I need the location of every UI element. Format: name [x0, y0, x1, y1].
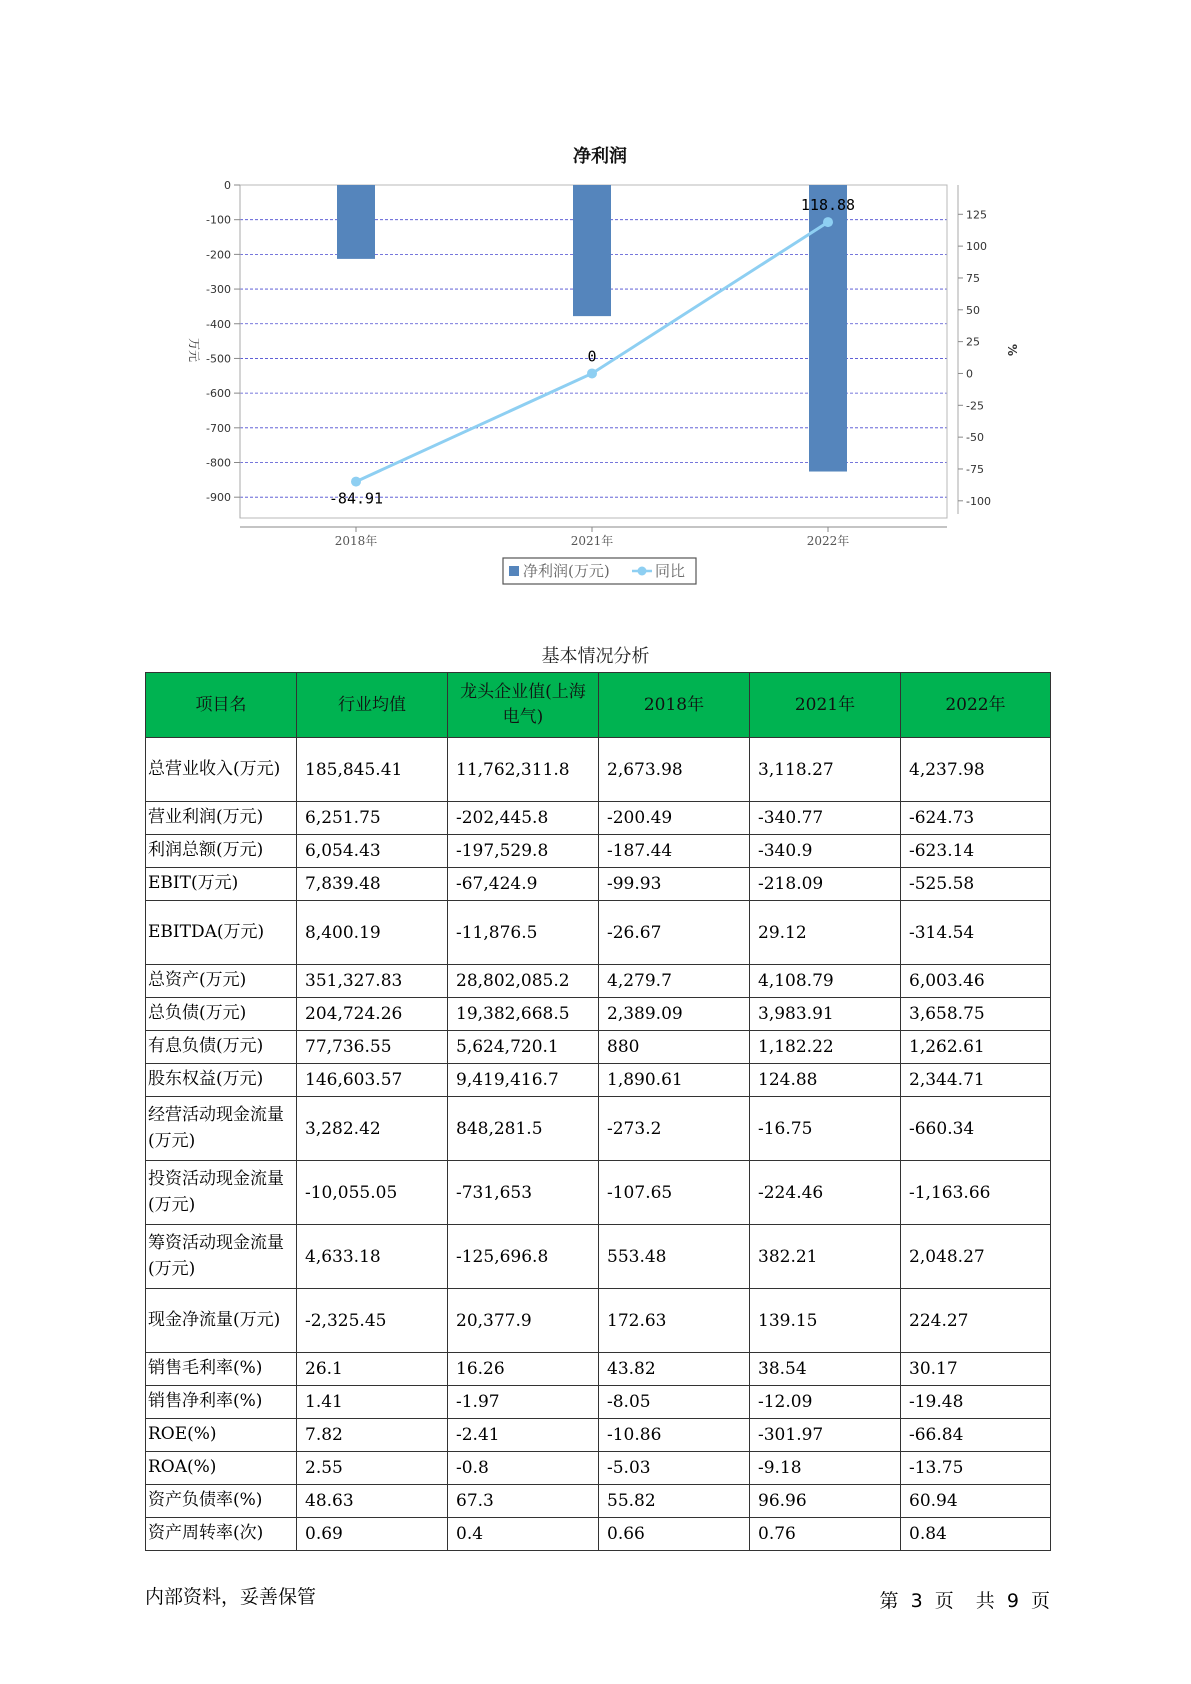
table-title: 基本情况分析 — [541, 646, 650, 667]
table-cell: -301.97 — [750, 1419, 901, 1452]
table-cell: 9,419,416.7 — [448, 1064, 599, 1097]
table-cell: 224.27 — [901, 1289, 1051, 1353]
table-cell: 3,118.27 — [750, 738, 901, 802]
table-cell: 4,633.18 — [297, 1225, 448, 1289]
table-cell: -10,055.05 — [297, 1161, 448, 1225]
right-tick-label: 50 — [966, 303, 980, 317]
table-cell: -66.84 — [901, 1419, 1051, 1452]
table-cell: -2.41 — [448, 1419, 599, 1452]
table-cell: 11,762,311.8 — [448, 738, 599, 802]
table-cell: -13.75 — [901, 1452, 1051, 1485]
row-label-cell: 营业利润(万元) — [146, 802, 297, 835]
table-row — [146, 1289, 1051, 1353]
row-label-cell: EBITDA(万元) — [146, 901, 297, 965]
table-cell: 185,845.41 — [297, 738, 448, 802]
table-cell: 382.21 — [750, 1225, 901, 1289]
left-tick-label: -800 — [206, 456, 231, 470]
table-cell: -273.2 — [599, 1097, 750, 1161]
data-label-2: 118.88 — [800, 196, 856, 215]
chart-legend — [503, 558, 696, 584]
row-label-cell: 销售净利率(%) — [146, 1386, 297, 1419]
left-tick-label: 0 — [224, 179, 231, 192]
bar-0 — [337, 185, 375, 259]
legend-bar-swatch — [509, 566, 519, 576]
right-axis-ticks — [958, 208, 991, 508]
table-cell: 0.66 — [599, 1518, 750, 1551]
table-cell: 124.88 — [750, 1064, 901, 1097]
table-cell: 351,327.83 — [297, 965, 448, 998]
table-cell: 48.63 — [297, 1485, 448, 1518]
chart-title: 净利润 — [573, 146, 627, 167]
table-cell: 0.4 — [448, 1518, 599, 1551]
table-cell: 0.69 — [297, 1518, 448, 1551]
table-cell: 60.94 — [901, 1485, 1051, 1518]
table-cell: -2,325.45 — [297, 1289, 448, 1353]
table-cell: 30.17 — [901, 1353, 1051, 1386]
right-tick-label: 0 — [966, 367, 973, 381]
right-tick-label: -25 — [966, 399, 984, 413]
table-cell: 2.55 — [297, 1452, 448, 1485]
line-point-2 — [823, 217, 833, 227]
table-row — [146, 1161, 1051, 1225]
table-row — [146, 998, 1051, 1031]
table-cell: -202,445.8 — [448, 802, 599, 835]
legend-line-label: 同比 — [655, 562, 686, 580]
x-category-label: 2021年 — [570, 534, 614, 548]
row-label-cell: EBIT(万元) — [146, 868, 297, 901]
left-tick-label: -700 — [206, 421, 231, 435]
table-cell: 2,389.09 — [599, 998, 750, 1031]
row-label-cell: 销售毛利率(%) — [146, 1353, 297, 1386]
table-header-cell: 2021年 — [750, 673, 901, 738]
table-cell: -16.75 — [750, 1097, 901, 1161]
table-row — [146, 965, 1051, 998]
table-cell: -67,424.9 — [448, 868, 599, 901]
table-cell: -11,876.5 — [448, 901, 599, 965]
table-row — [146, 1452, 1051, 1485]
table-cell: 172.63 — [599, 1289, 750, 1353]
line-point-1 — [587, 368, 597, 378]
page-current: 3 — [910, 1590, 923, 1612]
legend-line-marker — [638, 567, 647, 576]
right-axis-title: % — [1005, 343, 1019, 357]
table-cell: -26.67 — [599, 901, 750, 965]
table-row — [146, 868, 1051, 901]
table-cell: 7.82 — [297, 1419, 448, 1452]
table-cell: 553.48 — [599, 1225, 750, 1289]
table-body — [146, 738, 1051, 1551]
x-category-label: 2018年 — [334, 534, 378, 548]
table-cell: 77,736.55 — [297, 1031, 448, 1064]
table-cell: 28,802,085.2 — [448, 965, 599, 998]
right-tick-label: 75 — [966, 271, 980, 285]
row-label-cell: 总资产(万元) — [146, 965, 297, 998]
footer-page-number — [874, 1586, 1050, 1613]
total-unit: 页 — [1030, 1590, 1050, 1612]
table-cell: 848,281.5 — [448, 1097, 599, 1161]
table-cell: 2,344.71 — [901, 1064, 1051, 1097]
row-label-cell: 资产周转率(次) — [146, 1518, 297, 1551]
table-cell: 3,658.75 — [901, 998, 1051, 1031]
table-cell: -340.9 — [750, 835, 901, 868]
table-cell: 29.12 — [750, 901, 901, 965]
table-cell: 67.3 — [448, 1485, 599, 1518]
left-tick-label: -900 — [206, 491, 231, 505]
legend-bar-label: 净利润(万元) — [523, 562, 610, 580]
table-cell: -12.09 — [750, 1386, 901, 1419]
row-label-cell: 总营业收入(万元) — [146, 738, 297, 802]
table-cell: -624.73 — [901, 802, 1051, 835]
bar-1 — [573, 185, 611, 316]
left-tick-label: -400 — [206, 317, 231, 331]
left-tick-label: -100 — [206, 213, 231, 227]
x-category-label: 2022年 — [806, 534, 850, 548]
line-point-0 — [351, 477, 361, 487]
bar-2 — [809, 185, 847, 472]
table-cell: -5.03 — [599, 1452, 750, 1485]
table-row — [146, 1097, 1051, 1161]
table-cell: 0.76 — [750, 1518, 901, 1551]
row-label-cell: 现金净流量(万元) — [146, 1289, 297, 1353]
left-tick-label: -600 — [206, 387, 231, 401]
table-cell: 146,603.57 — [297, 1064, 448, 1097]
table-row — [146, 1225, 1051, 1289]
table-header-cell: 2022年 — [901, 673, 1051, 738]
right-tick-label: -50 — [966, 431, 984, 445]
table-cell: 6,054.43 — [297, 835, 448, 868]
table-cell: 3,983.91 — [750, 998, 901, 1031]
table-cell: 2,048.27 — [901, 1225, 1051, 1289]
table-row — [146, 835, 1051, 868]
table-cell: -525.58 — [901, 868, 1051, 901]
data-label-1: 0 — [587, 347, 597, 366]
table-row — [146, 1353, 1051, 1386]
table-cell: -125,696.8 — [448, 1225, 599, 1289]
table-cell: 4,108.79 — [750, 965, 901, 998]
table-cell: 20,377.9 — [448, 1289, 599, 1353]
left-axis-ticks — [206, 179, 240, 504]
right-tick-label: 100 — [966, 240, 987, 254]
table-cell: -197,529.8 — [448, 835, 599, 868]
table-cell: 2,673.98 — [599, 738, 750, 802]
right-tick-label: -75 — [966, 462, 984, 476]
row-label-cell: 有息负债(万元) — [146, 1031, 297, 1064]
table-cell: -1,163.66 — [901, 1161, 1051, 1225]
table-header-cell: 行业均值 — [297, 673, 448, 738]
table-cell: 4,237.98 — [901, 738, 1051, 802]
table-cell: -9.18 — [750, 1452, 901, 1485]
page-prefix: 第 — [879, 1590, 899, 1612]
table-cell: 1,890.61 — [599, 1064, 750, 1097]
table-cell: 1,182.22 — [750, 1031, 901, 1064]
table-cell: 43.82 — [599, 1353, 750, 1386]
table-cell: 8,400.19 — [297, 901, 448, 965]
row-label-cell: 投资活动现金流量(万元) — [146, 1161, 297, 1225]
table-cell: 1,262.61 — [901, 1031, 1051, 1064]
net-profit-chart — [0, 0, 1191, 600]
table-cell: -107.65 — [599, 1161, 750, 1225]
table-cell: 880 — [599, 1031, 750, 1064]
table-cell: 3,282.42 — [297, 1097, 448, 1161]
table-cell: -314.54 — [901, 901, 1051, 965]
table-cell: -19.48 — [901, 1386, 1051, 1419]
table-cell: -8.05 — [599, 1386, 750, 1419]
table-cell: -224.46 — [750, 1161, 901, 1225]
right-tick-label: -100 — [966, 494, 991, 508]
table-header-cell: 龙头企业值(上海电气) — [448, 673, 599, 738]
table-row — [146, 1419, 1051, 1452]
data-label-0: -84.91 — [328, 489, 384, 508]
table-header-cell: 项目名 — [146, 673, 297, 738]
table-row — [146, 1064, 1051, 1097]
basic-analysis-table — [145, 672, 1051, 1551]
table-row — [146, 1518, 1051, 1551]
table-cell: -10.86 — [599, 1419, 750, 1452]
table-cell: 6,251.75 — [297, 802, 448, 835]
page-unit: 页 — [934, 1590, 954, 1612]
table-cell: 55.82 — [599, 1485, 750, 1518]
table-cell: 0.84 — [901, 1518, 1051, 1551]
row-label-cell: 经营活动现金流量(万元) — [146, 1097, 297, 1161]
table-cell: 6,003.46 — [901, 965, 1051, 998]
table-cell: -623.14 — [901, 835, 1051, 868]
right-tick-label: 125 — [966, 208, 987, 222]
table-cell: -1.97 — [448, 1386, 599, 1419]
table-cell: 139.15 — [750, 1289, 901, 1353]
table-row — [146, 1485, 1051, 1518]
row-label-cell: 总负债(万元) — [146, 998, 297, 1031]
table-row — [146, 738, 1051, 802]
page-total: 9 — [1006, 1590, 1019, 1612]
table-header — [146, 673, 1051, 738]
table-cell: -340.77 — [750, 802, 901, 835]
table-cell: -99.93 — [599, 868, 750, 901]
table-cell: -200.49 — [599, 802, 750, 835]
table-cell: 7,839.48 — [297, 868, 448, 901]
table-header-cell: 2018年 — [599, 673, 750, 738]
table-cell: 5,624,720.1 — [448, 1031, 599, 1064]
table-header-row — [146, 673, 1051, 738]
table-cell: -731,653 — [448, 1161, 599, 1225]
left-tick-label: -500 — [206, 352, 231, 366]
row-label-cell: ROA(%) — [146, 1452, 297, 1485]
table-row — [146, 1031, 1051, 1064]
left-tick-label: -200 — [206, 248, 231, 262]
table-cell: 96.96 — [750, 1485, 901, 1518]
row-label-cell: 筹资活动现金流量(万元) — [146, 1225, 297, 1289]
left-axis-title: 万元 — [187, 337, 201, 363]
table-cell: 204,724.26 — [297, 998, 448, 1031]
table-row — [146, 901, 1051, 965]
row-label-cell: ROE(%) — [146, 1419, 297, 1452]
row-label-cell: 利润总额(万元) — [146, 835, 297, 868]
right-tick-label: 25 — [966, 335, 980, 349]
bar-series — [337, 185, 847, 472]
row-label-cell: 股东权益(万元) — [146, 1064, 297, 1097]
x-axis-categories — [335, 527, 850, 548]
table-cell: 26.1 — [297, 1353, 448, 1386]
table-row — [146, 802, 1051, 835]
table-cell: -187.44 — [599, 835, 750, 868]
table-cell: 19,382,668.5 — [448, 998, 599, 1031]
footer-confidential-note: 内部资料，妥善保管 — [145, 1586, 317, 1608]
table-cell: -0.8 — [448, 1452, 599, 1485]
total-prefix: 共 — [975, 1590, 995, 1612]
table-row — [146, 1386, 1051, 1419]
table-cell: 38.54 — [750, 1353, 901, 1386]
table-cell: 4,279.7 — [599, 965, 750, 998]
table-cell: 16.26 — [448, 1353, 599, 1386]
row-label-cell: 资产负债率(%) — [146, 1485, 297, 1518]
table-cell: -660.34 — [901, 1097, 1051, 1161]
left-tick-label: -300 — [206, 283, 231, 297]
table-cell: -218.09 — [750, 868, 901, 901]
table-cell: 1.41 — [297, 1386, 448, 1419]
